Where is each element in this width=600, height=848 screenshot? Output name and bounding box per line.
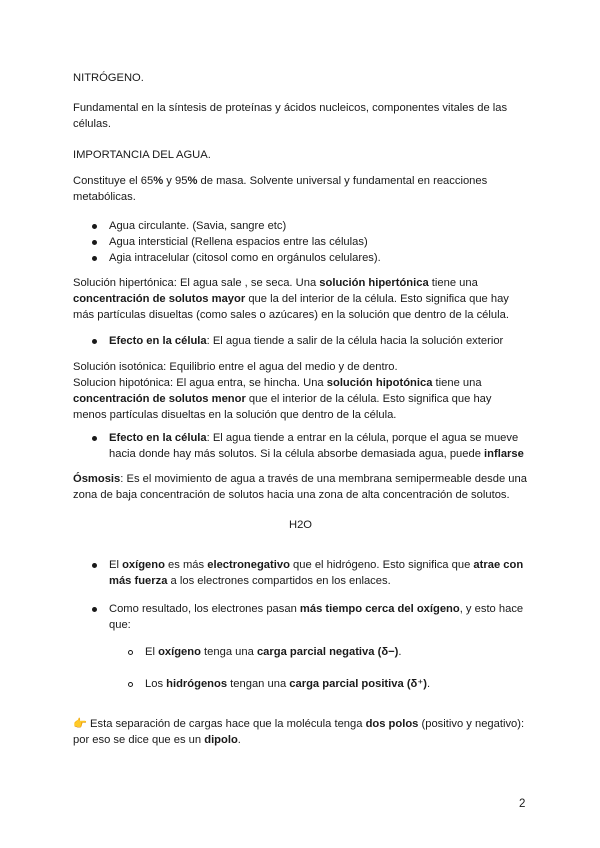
paragraph-hipertonica: Solución hipertónica: El agua sale , se seca. Una solución hipertónica tiene una concentración de solutos mayor que la del interior de la célula. Esto significa que hay más partículas disueltas (como sales o azúcares) en la solución que dentro de la célula. [73,277,509,321]
bullet-dot [92,436,97,441]
sublist-item-hidrogenos: Los hidrógenos tengan una carga parcial positiva (δ⁺). [145,678,431,690]
page-number: 2 [519,798,526,810]
sublist-item-oxigeno: El oxígeno tenga una carga parcial negativa (δ−). [145,646,402,658]
bullet-dot [92,607,97,612]
bullet-ring [128,682,133,687]
bullet-dot [92,339,97,344]
list-item: Agua intersticial (Rellena espacios entre las células) [109,236,368,248]
heading-agua: IMPORTANCIA DEL AGUA. [73,149,211,161]
bullet-dot [92,240,97,245]
list-item: Agua circulante. (Savia, sangre etc) [109,220,287,232]
bullet-dot [92,256,97,261]
list-item-efecto-hipo: Efecto en la célula: El agua tiende a entrar en la célula, porque el agua se mueve hacia donde hay más solutos. Si la célula absorbe demasiada agua, puede inflarse [109,432,524,460]
paragraph-isotonica: Solución isotónica: Equilibrio entre el agua del medio y de dentro. [73,361,398,373]
list-item-resultado: Como resultado, los electrones pasan más tiempo cerca del oxígeno, y esto hace que: [109,603,524,631]
paragraph-constituye: Constituye el 65% y 95% de masa. Solvente universal y fundamental en reacciones metabólicas. [73,175,488,203]
heading-h2o: H2O [288,519,312,531]
paragraph-nitrogeno: Fundamental en la síntesis de proteínas y ácidos nucleicos, componentes vitales de las células. [73,102,508,130]
paragraph-osmosis: Ósmosis: Es el movimiento de agua a través de una membrana semipermeable desde una zona de baja concentración de solutos hacia una zona de alta concentración de solutos. [73,473,527,501]
paragraph-dipolo: 👉 Esta separación de cargas hace que la molécula tenga dos polos (positivo y negativo): por eso se dice que es un dipolo. [73,718,525,746]
paragraph-hipotonica: Solucion hipotónica: El agua entra, se hincha. Una solución hipotónica tiene una concentración de solutos menor que el interior de la célula. Esto significa que hay menos partículas disueltas en la solución que dentro de la célula. [73,377,492,421]
list-item-efecto-hiper: Efecto en la célula: El agua tiende a salir de la célula hacia la solución exterior [109,335,504,347]
pointing-hand-icon: 👉 [73,718,87,730]
list-item-oxigeno: El oxígeno es más electronegativo que el hidrógeno. Esto significa que atrae con más fuerza a los electrones compartidos en los enlaces. [109,559,524,587]
bullet-ring [128,650,133,655]
bullet-dot [92,563,97,568]
heading-nitrogeno: NITRÓGENO. [73,72,144,84]
bullet-dot [92,224,97,229]
list-item: Agia intracelular (citosol como en orgánulos celulares). [109,252,381,264]
